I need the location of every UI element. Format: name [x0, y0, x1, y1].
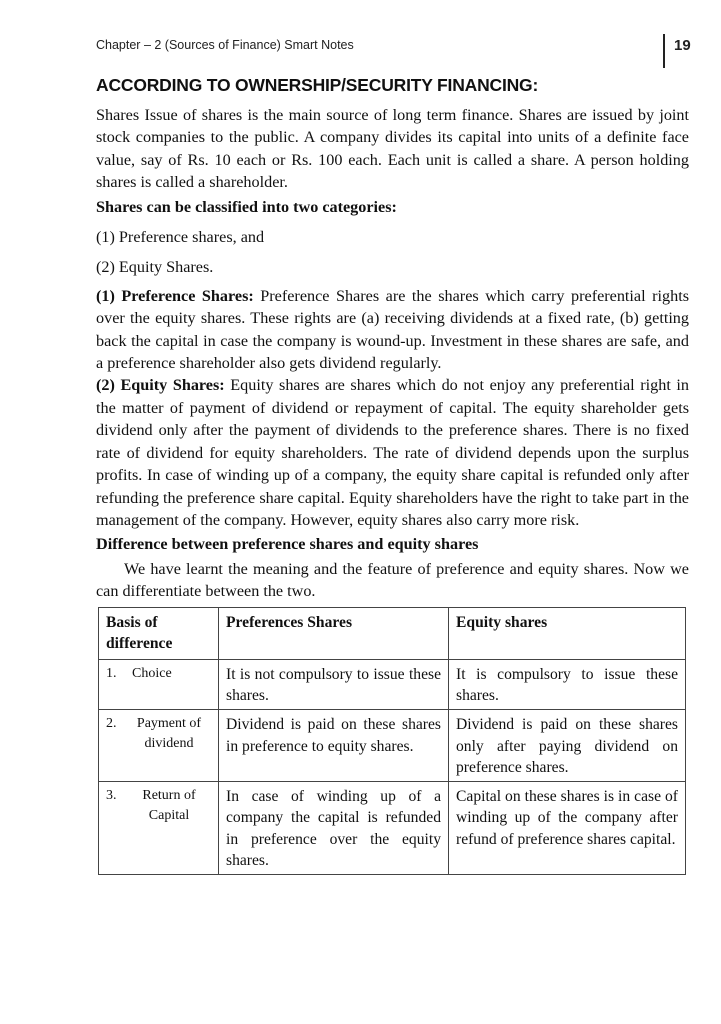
row-number: 3.: [106, 787, 117, 803]
difference-table: [98, 607, 686, 876]
equity-cell: Dividend is paid on these shares only after paying dividend on preference shares.: [449, 709, 686, 781]
equity-shares-term: (2) Equity Shares:: [96, 376, 225, 395]
intro-paragraph: Shares Issue of shares is the main source of long term finance. Shares are issued by joint stock companies to the public. A company divides its capital into units of a definite face value, say of Rs. 10 each or Rs. 100 each. Each unit is called a share. A person holding shares is called a shareholder.: [96, 106, 689, 192]
basis-label: Return of Capital: [142, 787, 196, 823]
table-row: [99, 659, 686, 709]
basis-label: Choice: [132, 665, 172, 681]
header-basis: Basis of difference: [99, 607, 219, 659]
row-number: 1.: [106, 665, 117, 681]
table-header-row: [99, 607, 686, 659]
preference-cell: It is not compulsory to issue these shares.: [219, 659, 449, 709]
difference-heading: Difference between preference shares and equity shares: [96, 535, 479, 554]
row-number: 2.: [106, 715, 117, 731]
preference-shares-term: (1) Preference Shares:: [96, 286, 254, 305]
header-preference: Preferences Shares: [219, 607, 449, 659]
page-number: 19: [674, 37, 691, 54]
table-row: [99, 709, 686, 781]
header-equity: Equity shares: [449, 607, 686, 659]
basis-cell: [99, 781, 219, 874]
equity-shares-text: Equity shares are shares which do not enjoy any preferential right in the matter of payment of dividend or repayment of capital. The equity shareholder gets dividend only after the payment of dividends to the preference shares. There is no fixed rate of dividend for equity shareholders. The rate of dividend depends upon the surplus profits. In case of winding up of a company, the equity share capital is refunded only after refunding the preference share capital. Equity shareholders have the right to take part in the management of the company. However, equity shares also carry more risk.: [96, 376, 690, 529]
header-divider: [663, 34, 665, 68]
basis-cell: [99, 709, 219, 781]
difference-intro: We have learnt the meaning and the feature of preference and equity shares. Now we can differentiate between the two.: [96, 559, 689, 601]
basis-label: Payment of dividend: [136, 715, 202, 751]
basis-cell: [99, 659, 219, 709]
page-content: [96, 75, 689, 875]
chapter-title: Chapter – 2 (Sources of Finance) Smart Notes: [96, 38, 354, 52]
preference-cell: Dividend is paid on these shares in preference to equity shares.: [219, 709, 449, 781]
preference-shares-paragraph: [96, 285, 689, 375]
preference-shares-text: Preference Shares are the shares which carry preferential rights over the equity shares. These rights are (a) receiving dividends at a fixed rate, (b) getting back the capital in case the company is wound-up. Investment in these shares are safe, and a preference shareholder also gets dividend regularly.: [96, 286, 689, 373]
page-header: [96, 38, 696, 60]
table-row: [99, 781, 686, 874]
equity-cell: Capital on these shares is in case of winding up of the company after refund of preference shares capital.: [449, 781, 686, 874]
preference-cell: In case of winding up of a company the capital is refunded in preference over the equity shares.: [219, 781, 449, 874]
equity-cell: It is compulsory to issue these shares.: [449, 659, 686, 709]
section-heading: ACCORDING TO OWNERSHIP/SECURITY FINANCING:: [96, 75, 539, 95]
category-item-equity: (2) Equity Shares.: [96, 258, 214, 277]
classification-line: Shares can be classified into two categories:: [96, 197, 397, 216]
equity-shares-paragraph: [96, 374, 689, 531]
category-item-preference: (1) Preference shares, and: [96, 228, 265, 247]
